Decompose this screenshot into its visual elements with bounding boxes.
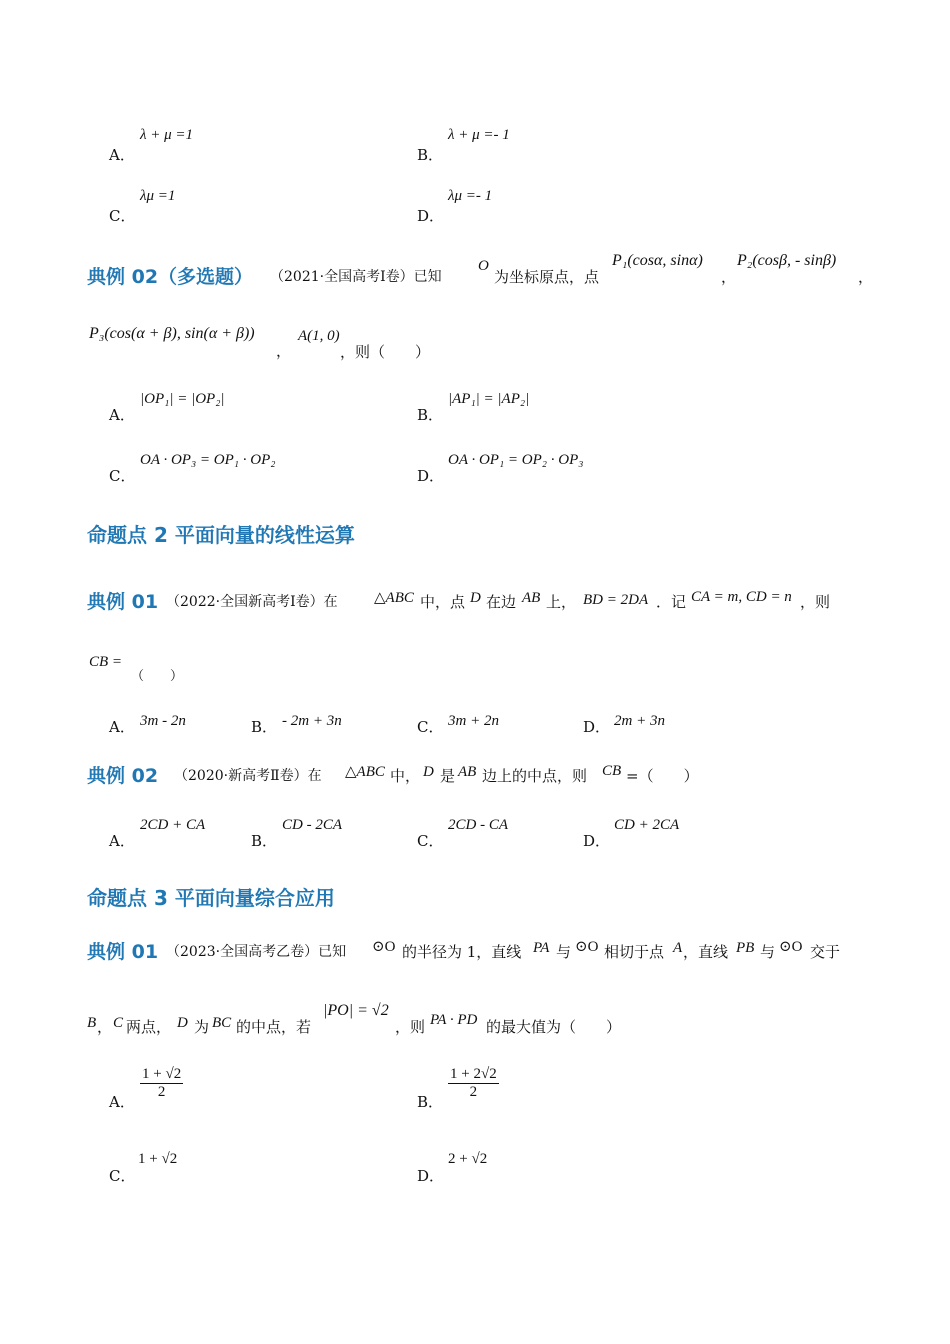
option-label-c: C． (109, 1167, 136, 1185)
option-expr-d: 2 + √2 (448, 1151, 488, 1167)
example-text: 上， (546, 593, 577, 611)
example-text: 相切于点 (604, 943, 665, 961)
option-fraction-a (140, 1066, 183, 1101)
example-source: （2020·新高考Ⅱ卷）在 (174, 768, 322, 784)
option-expr-b: |AP₁| = |AP₂| (448, 391, 530, 407)
option-label-b: B． (417, 406, 444, 424)
example-text: 为 (194, 1018, 210, 1036)
example-text: 是 (440, 767, 456, 785)
option-fraction-b (448, 1066, 499, 1101)
example-source: （2022·全国新高考Ⅰ卷）在 (166, 594, 338, 610)
option-expr-a: |OP₁| = |OP₂| (140, 391, 225, 407)
section-title: 命题点 3 平面向量综合应用 (87, 886, 335, 910)
math-origin: O (478, 258, 489, 274)
option-expr-d: OA · OP₁ = OP₂ · OP₃ (448, 452, 584, 468)
option-label-a: A． (109, 146, 135, 164)
option-expr-c: 1 + √2 (138, 1151, 178, 1167)
option-label-d: D． (417, 467, 445, 485)
example-title: 典例 01 (87, 591, 159, 613)
math-d: D (470, 590, 481, 606)
section-title: 命题点 2 平面向量的线性运算 (87, 523, 355, 547)
example-text: 交于 (810, 943, 841, 961)
math-circle-o: ⊙O (575, 939, 599, 955)
math-cb: CB = (89, 654, 123, 670)
math-circle-o: ⊙O (372, 939, 396, 955)
option-expr-a: 2CD + CA (140, 817, 206, 833)
fraction-numerator: 1 + 2√2 (450, 1066, 497, 1082)
example-text: 中，点 (420, 593, 466, 611)
math-dot-product: PA · PD (430, 1012, 478, 1028)
comma: ， (721, 268, 737, 286)
fraction-numerator: 1 + √2 (142, 1066, 182, 1082)
option-expr-a: 3m - 2n (140, 713, 186, 729)
option-expr-a: λ + μ =1 (140, 127, 194, 143)
option-label-c: C． (109, 467, 136, 485)
example-title: 典例 01 (87, 941, 159, 963)
example-text: 边上的中点，则 (482, 767, 588, 785)
example-text: 与 (556, 943, 572, 961)
fraction-denominator: 2 (469, 1084, 478, 1100)
math-condition: BD = 2DA (583, 592, 649, 608)
option-expr-c: 3m + 2n (448, 713, 499, 729)
math-bc: BC (212, 1015, 232, 1031)
option-label-b: B． (417, 1093, 444, 1111)
math-condition-2: CA = m, CD = n (691, 589, 792, 605)
example-text: 两点， (126, 1018, 172, 1036)
example-text: ．记 (656, 593, 687, 611)
option-expr-c: 2CD - CA (448, 817, 508, 833)
option-label-b: B． (417, 146, 444, 164)
math-po: |PO| = √2 (323, 1002, 389, 1019)
option-label-c: C． (417, 832, 444, 850)
math-p3: P₃(cos(α + β), sin(α + β)) (89, 325, 255, 342)
option-expr-d: 2m + 3n (614, 713, 665, 729)
example-text: 为坐标原点，点 (494, 268, 600, 286)
example-title: 典例 02（多选题） (87, 266, 254, 288)
example-text: 的中点，若 (236, 1018, 312, 1036)
example-text: ，则 (395, 1018, 426, 1036)
option-label-a: A． (109, 1093, 135, 1111)
option-expr-d: λμ =- 1 (448, 188, 493, 204)
math-a: A (673, 940, 683, 956)
option-label-c: C． (417, 718, 444, 736)
math-pa: PA (533, 940, 550, 956)
question-prompt: ，则（ ） (340, 343, 431, 361)
example-text: 的半径为 1，直线 (402, 943, 522, 961)
math-ab: AB (458, 764, 477, 780)
example-text: ，直线 (683, 943, 729, 961)
option-label-d: D． (583, 718, 611, 736)
math-p2: P₂(cosβ, - sinβ) (737, 252, 837, 269)
option-expr-d: CD + 2CA (614, 817, 680, 833)
comma: ， (276, 342, 292, 360)
option-label-d: D． (417, 207, 445, 225)
option-label-b: B． (251, 832, 278, 850)
option-label-d: D． (417, 1167, 445, 1185)
fraction-denominator: 2 (157, 1084, 166, 1100)
math-d: D (423, 764, 434, 780)
option-label-a: A． (109, 718, 135, 736)
math-ab: AB (522, 590, 541, 606)
example-text: 在边 (486, 593, 517, 611)
option-expr-b: CD - 2CA (282, 817, 342, 833)
example-text: 与 (760, 943, 776, 961)
example-source: （2023·全国高考乙卷）已知 (166, 944, 347, 960)
comma: ， (858, 268, 874, 286)
example-title: 典例 02 (87, 765, 159, 787)
option-label-d: D． (583, 832, 611, 850)
question-prompt: =（ ） (626, 767, 699, 785)
math-b: B (87, 1015, 97, 1031)
option-expr-b: - 2m + 3n (282, 713, 342, 729)
math-pb: PB (736, 940, 755, 956)
example-source: （2021·全国高考Ⅰ卷）已知 (270, 269, 442, 285)
math-triangle: △ABC (345, 764, 385, 780)
math-c: C (113, 1015, 124, 1031)
math-triangle: △ABC (374, 590, 414, 606)
math-p1: P₁(cosα, sinα) (612, 252, 703, 269)
option-label-a: A． (109, 832, 135, 850)
math-circle-o: ⊙O (779, 939, 803, 955)
example-text: 中， (390, 767, 421, 785)
option-expr-c: λμ =1 (140, 188, 176, 204)
option-label-a: A． (109, 406, 135, 424)
math-d: D (177, 1015, 188, 1031)
option-expr-c: OA · OP₃ = OP₁ · OP₂ (140, 452, 276, 468)
math-a-point: A(1, 0) (298, 328, 340, 344)
option-label-b: B． (251, 718, 278, 736)
option-expr-b: λ + μ =- 1 (448, 127, 510, 143)
option-label-c: C． (109, 207, 136, 225)
example-text: ， (97, 1018, 113, 1036)
question-prompt: 的最大值为（ ） (486, 1018, 622, 1036)
example-text: ，则 (800, 593, 831, 611)
math-cb: CB (602, 763, 622, 779)
answer-paren: （ ） (131, 669, 184, 684)
